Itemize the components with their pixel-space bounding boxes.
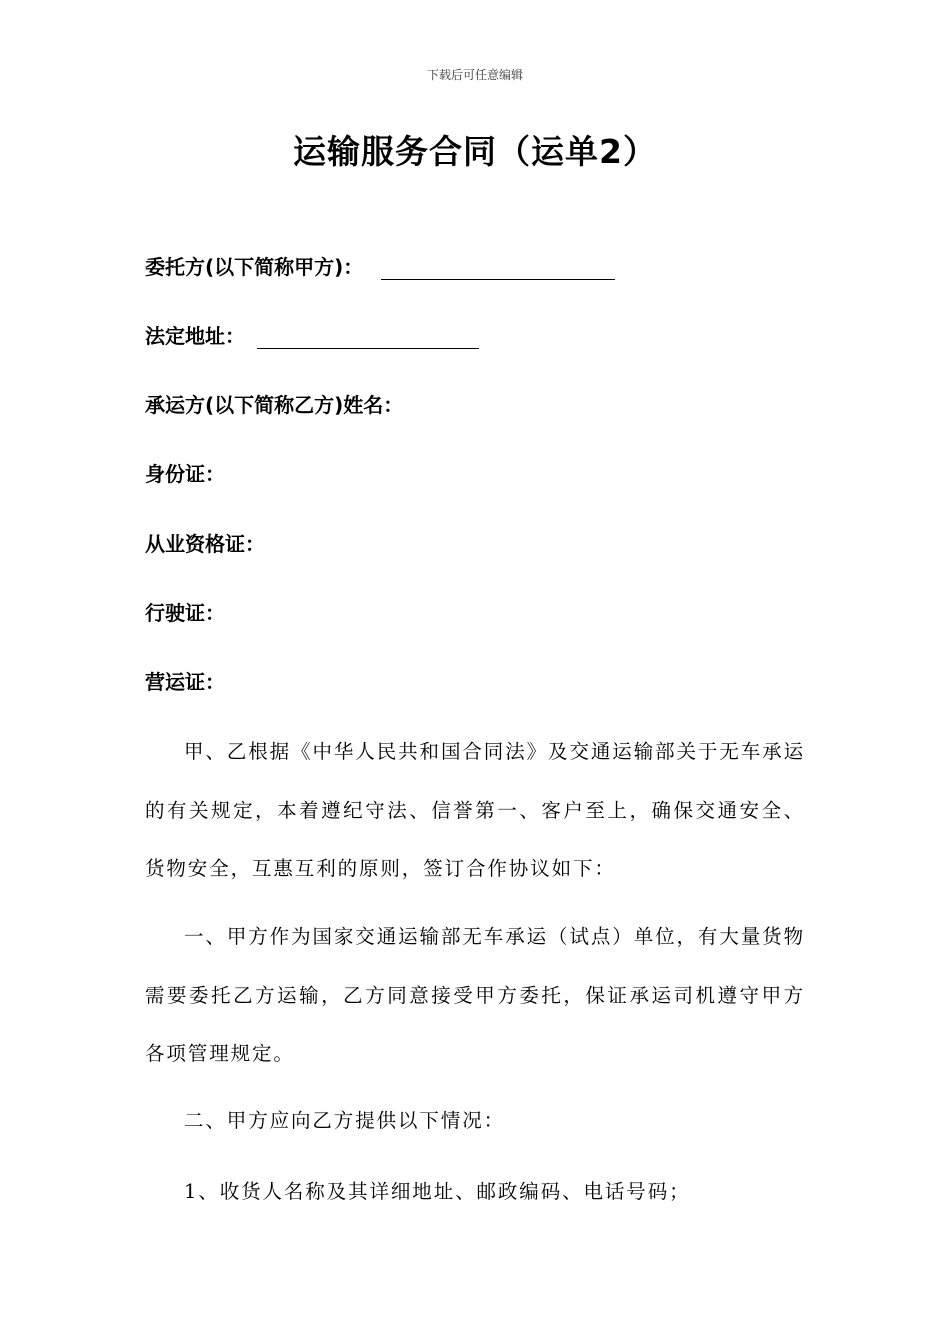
header-note: 下载后可任意编辑 <box>426 68 523 82</box>
driving-license-label: 行驶证： <box>145 601 225 625</box>
client-blank[interactable] <box>381 257 615 280</box>
legal-address-field <box>145 321 479 351</box>
carrier-name-label: 承运方(以下简称乙方)姓名： <box>145 393 404 417</box>
qualification-label: 从业资格证： <box>145 532 265 556</box>
legal-address-label: 法定地址： <box>145 324 245 348</box>
carrier-name-field <box>145 390 403 420</box>
driving-license-field <box>145 598 225 628</box>
clause-1-paragraph: 一、甲方作为国家交通运输部无车承运（试点）单位，有大量货物需要委托乙方运输，乙方同意接受甲方委托，保证承运司机遵守甲方各项管理规定。 <box>145 925 805 1065</box>
legal-address-blank[interactable] <box>257 326 479 349</box>
intro-paragraph: 甲、乙根据《中华人民共和国合同法》及交通运输部关于无车承运的有关规定，本着遵纪守法、信誉第一、客户至上，确保交通安全、货物安全，互惠互利的原则，签订合作协议如下： <box>145 740 805 880</box>
clause-2-paragraph: 二、甲方应向乙方提供以下情况： <box>184 1109 506 1132</box>
operation-license-field <box>145 667 225 697</box>
id-card-field <box>145 459 225 489</box>
client-field <box>145 252 615 282</box>
id-card-label: 身份证： <box>145 462 225 486</box>
clause-2-item-1: 1、收货人名称及其详细地址、邮政编码、电话号码； <box>184 1180 691 1203</box>
client-label: 委托方(以下简称甲方)： <box>145 255 364 279</box>
document-title: 运输服务合同（运单2） <box>293 132 657 171</box>
operation-license-label: 营运证： <box>145 670 225 694</box>
qualification-field <box>145 529 265 559</box>
